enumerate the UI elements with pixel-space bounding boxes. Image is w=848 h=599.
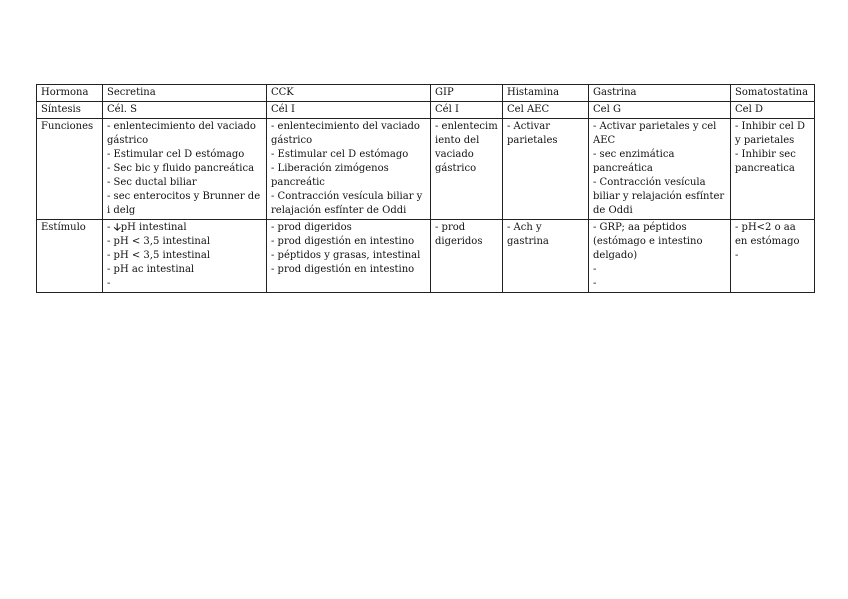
cell-line: - pH < 3,5 intestinal bbox=[107, 250, 211, 261]
hormone-table bbox=[36, 84, 815, 293]
sintesis-label: Síntesis bbox=[37, 102, 103, 119]
cell-line: - Inhibir sec pancreatica bbox=[735, 149, 796, 174]
funciones-histamina bbox=[503, 119, 589, 220]
sintesis-cck: Cél I bbox=[267, 102, 431, 119]
cell-line: - GRP; aa péptidos (estómago e intestino delgado) bbox=[593, 222, 703, 261]
cell-line: - Liberación zimógenos pancreátic bbox=[271, 163, 389, 188]
estimulo-label: Estímulo bbox=[37, 220, 103, 293]
cell-line: - Activar parietales bbox=[507, 121, 558, 146]
sintesis-gastrina: Cel G bbox=[589, 102, 731, 119]
estimulo-histamina bbox=[503, 220, 589, 293]
estimulo-secretina bbox=[103, 220, 267, 293]
cell-line: - Sec ductal biliar bbox=[107, 177, 197, 188]
dash-prefix: - bbox=[107, 222, 114, 233]
header-cell-somatostatina: Somatostatina bbox=[731, 85, 815, 102]
funciones-row bbox=[37, 119, 815, 220]
cell-line: - prod digeridos bbox=[271, 222, 352, 233]
funciones-gip bbox=[431, 119, 503, 220]
header-cell-secretina: Secretina bbox=[103, 85, 267, 102]
cell-line: - Contracción vesícula biliar y relajación esfínter de Oddi bbox=[593, 177, 725, 216]
cell-line: - bbox=[593, 264, 597, 275]
ph-intestinal-text: pH intestinal bbox=[120, 222, 187, 233]
cell-line bbox=[107, 221, 262, 235]
cell-line: - enlentecimiento del vaciado gástrico bbox=[271, 121, 420, 146]
sintesis-gip: Cél I bbox=[431, 102, 503, 119]
cell-line: - pH ac intestinal bbox=[107, 264, 195, 275]
cell-line: - prod digeridos bbox=[435, 222, 483, 247]
funciones-secretina bbox=[103, 119, 267, 220]
cell-line: - prod digestión en intestino bbox=[271, 236, 415, 247]
funciones-somatostatina bbox=[731, 119, 815, 220]
cell-line: - Inhibir cel D y parietales bbox=[735, 121, 806, 146]
sintesis-histamina: Cel AEC bbox=[503, 102, 589, 119]
sintesis-row bbox=[37, 102, 815, 119]
cell-line: - bbox=[107, 278, 111, 289]
estimulo-cck bbox=[267, 220, 431, 293]
header-cell-gastrina: Gastrina bbox=[589, 85, 731, 102]
header-cell-cck: CCK bbox=[267, 85, 431, 102]
funciones-label: Funciones bbox=[37, 119, 103, 220]
cell-line: - Sec bic y fluido pancreática bbox=[107, 163, 255, 174]
cell-line: - enlentecimiento del vaciado gástrico bbox=[107, 121, 256, 146]
funciones-gastrina bbox=[589, 119, 731, 220]
cell-line: - Activar parietales y cel AEC bbox=[593, 121, 717, 146]
arrow-down-icon: 🡣 bbox=[113, 222, 121, 233]
estimulo-row bbox=[37, 220, 815, 293]
funciones-cck bbox=[267, 119, 431, 220]
cell-line: - bbox=[735, 250, 739, 261]
cell-line: - prod digestión en intestino bbox=[271, 264, 415, 275]
cell-line: - pH < 3,5 intestinal bbox=[107, 236, 211, 247]
cell-line: - Estimular cel D estómago bbox=[271, 149, 409, 160]
estimulo-gip bbox=[431, 220, 503, 293]
header-cell-histamina: Histamina bbox=[503, 85, 589, 102]
cell-line: - Estimular cel D estómago bbox=[107, 149, 245, 160]
cell-line: - Contracción vesícula biliar y relajación esfínter de Oddi bbox=[271, 191, 423, 216]
cell-line: - bbox=[593, 278, 597, 289]
cell-line: - sec enterocitos y Brunner de i delg bbox=[107, 191, 261, 216]
header-cell-gip: GIP bbox=[431, 85, 503, 102]
cell-line: - enlentecim iento del vaciado gástrico bbox=[435, 121, 498, 174]
cell-line: - pH<2 o aa en estómago bbox=[735, 222, 800, 247]
header-cell-hormona: Hormona bbox=[37, 85, 103, 102]
cell-line: - sec enzimática pancreática bbox=[593, 149, 675, 174]
estimulo-somatostatina bbox=[731, 220, 815, 293]
sintesis-somatostatina: Cel D bbox=[731, 102, 815, 119]
cell-line: - Ach y gastrina bbox=[507, 222, 549, 247]
cell-line: - péptidos y grasas, intestinal bbox=[271, 250, 421, 261]
sintesis-secretina: Cél. S bbox=[103, 102, 267, 119]
estimulo-gastrina bbox=[589, 220, 731, 293]
header-row bbox=[37, 85, 815, 102]
